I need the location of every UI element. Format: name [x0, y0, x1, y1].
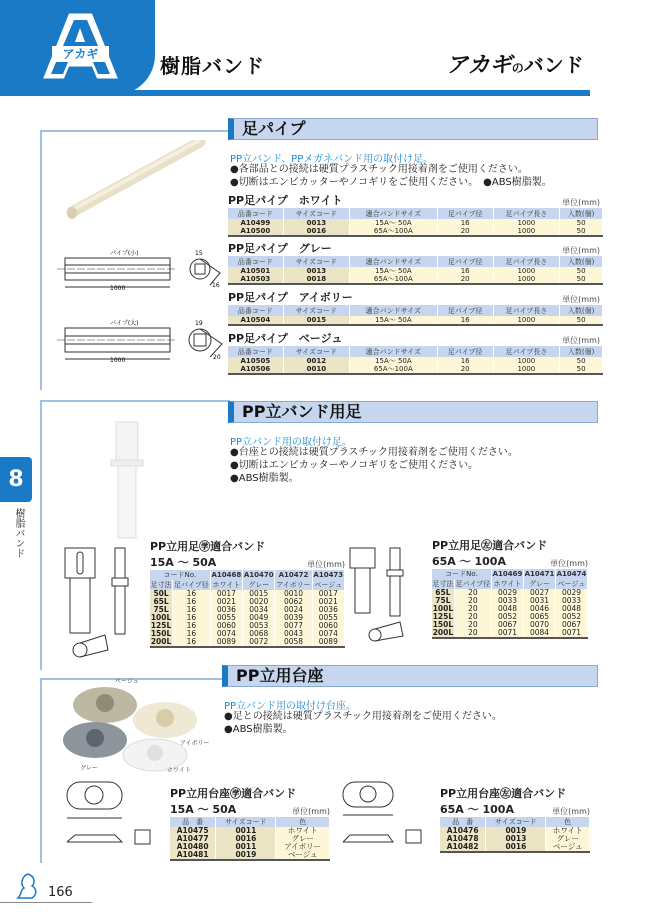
section2-bullet-2: ●切断はエンビカッターやノコギリをご使用ください。: [230, 460, 479, 471]
table-title: PP足パイプ ベージュ: [228, 332, 343, 345]
table-subtitle: 15A 〜 50A: [170, 803, 237, 816]
table-row: A10504 0015 15A〜 50A 16 1000 50: [228, 316, 603, 325]
table-row: 75L 20 0033 0031 0033: [432, 597, 588, 605]
chapter-label: 樹脂バンド: [13, 508, 24, 558]
svg-text:グレー: グレー: [80, 765, 99, 772]
brand-tail: バンド: [523, 53, 584, 77]
table-row: 100L 20 0048 0046 0048: [432, 605, 588, 613]
pipe-table-grey: [228, 240, 600, 285]
base-photo: [55, 675, 225, 775]
akagi-logo-icon: [38, 10, 123, 82]
svg-text:1000: 1000: [110, 357, 126, 364]
pipe-table-beige: [228, 330, 600, 375]
svg-text:アイボリー: アイボリー: [180, 740, 210, 747]
pipe-photo: [60, 140, 210, 230]
table-row: 125L 16 0060 0053 0077 0060: [150, 622, 345, 630]
data-table: 品番コード サイズコード 適合バンドサイズ 足パイプ径 足パイプ長さ 入数(個) A10504 0015 15A〜 50A 16 1000 50: [228, 305, 603, 326]
table-row: A10506 0010 65A〜100A 20 1000 50: [228, 365, 603, 374]
section2-lead: PP立バンド用の取付け足。: [230, 437, 353, 448]
table-subtitle: 65A 〜 100A: [440, 803, 514, 816]
table-title: PP立用台座㊧適合バンド: [440, 787, 567, 800]
data-table: 品 番 サイズコード 色 A10476 0019 ホワイト A10478 0013 グレー A10482 0016 ベージュ: [440, 817, 590, 853]
leg-photo: [108, 420, 148, 542]
section3-bullet-2: ●ABS樹脂製。: [224, 724, 293, 735]
page-number: 166: [48, 885, 73, 900]
unit-label: 単位(mm): [562, 336, 600, 345]
svg-text:20: 20: [213, 354, 221, 361]
table-row: A10500 0016 65A〜100A 20 1000 50: [228, 227, 603, 236]
unit-label: 単位(mm): [307, 560, 345, 569]
unit-label: 単位(mm): [552, 807, 590, 816]
section3-bullet-1: ●足との接続は硬質プラスチック用接着剤をご使用ください。: [224, 711, 502, 722]
data-table: コードNo. A10469 A10471 A10474 足寸法 足パイプ径 ホワイト グレー ベージュ 65L 20 0029 0027 0029 75L 20 0033 0031 0033 100L 20 0048 0046 0048 125L 20 0052 0065 0052 150L 20 0067 0070 0067 200L 20 0071 0084 0071: [432, 570, 587, 637]
section3-frame: [40, 678, 42, 863]
table-title: PP足パイプ アイボリー: [228, 291, 353, 304]
section2-top-rule: [40, 400, 230, 402]
section3-lead: PP立バンド用の取付け台座。: [224, 701, 357, 712]
section2-bullet-1: ●台座との接続は硬質プラスチック用接着剤をご使用ください。: [230, 447, 518, 458]
table-row: A10475 0011 ホワイト: [170, 827, 330, 835]
section1-bullet-1: ●各部品との接続は硬質プラスチック用接着剤をご使用ください。: [230, 164, 528, 175]
svg-text:アカギ: アカギ: [62, 47, 99, 61]
section1-bullet-2: ●切断はエンビカッターやノコギリをご使用ください。 ●ABS樹脂製。: [230, 177, 552, 188]
unit-label: 単位(mm): [562, 198, 600, 207]
table-row: A10501 0013 15A〜 50A 16 1000 50: [228, 267, 603, 275]
chapter-tab[interactable]: 8: [0, 457, 32, 502]
page-title: 樹脂バンド: [160, 54, 265, 78]
table-row: 150L 16 0074 0068 0043 0074: [150, 630, 345, 638]
base-small-drawing: [65, 780, 165, 860]
table-row: A10477 0016 グレー: [170, 835, 330, 843]
table-row: 200L 20 0071 0084 0071: [432, 629, 588, 638]
footer-rule: [0, 902, 92, 903]
svg-text:ベージュ: ベージュ: [115, 678, 139, 685]
data-table: 品番コード サイズコード 適合バンドサイズ 足パイプ径 足パイプ長さ 入数(個) A10501 0013 15A〜 50A 16 1000 50 A10503 0018 65A〜100A 20 1000 50: [228, 256, 603, 285]
table-title: PP足パイプ グレー: [228, 242, 332, 255]
table-row: 200L 16 0089 0072 0058 0089: [150, 638, 345, 647]
table-row: 100L 16 0055 0049 0039 0055: [150, 614, 345, 622]
base-large-drawing: [338, 780, 428, 855]
unit-label: 単位(mm): [292, 807, 330, 816]
svg-text:16: 16: [212, 282, 220, 289]
data-table: コードNo. A10468 A10470 A10472 A10473 足寸法 足パイプ径 ホワイト グレー アイボリー ベージュ 50L 16 0017 0015 0010 0017 65L 16 0021 0020 0062 0021 75L 16 0036 0034 0024 0036 100L 16 0055 0049 0039 0055 125L 16 0060 0053 0077 0060 150L 16 0074 0068 0043 0074 200L 16 0089 0072 0058 0089: [150, 571, 344, 646]
data-table: 品 番 サイズコード 色 A10475 0011 ホワイト A10477 0016 グレー A10480 0011 アイボリー A10481 0019 ベージュ: [170, 817, 330, 861]
section-heading-pp-tate-daiza: PP立用台座: [222, 665, 598, 687]
table-row: 65L 16 0021 0020 0062 0021: [150, 598, 345, 606]
brand-no: の: [511, 61, 524, 75]
table-row: 65L 20 0029 0027 0029: [432, 589, 588, 597]
table-row: 150L 20 0067 0070 0067: [432, 621, 588, 629]
leg-large-drawing: [345, 540, 415, 650]
pipe-drawing: [55, 245, 225, 375]
table-subtitle: 15A 〜 50A: [150, 556, 217, 569]
table-row: A10503 0018 65A〜100A 20 1000 50: [228, 275, 603, 284]
section-heading-ashi-pipe: 足パイプ: [228, 118, 598, 140]
table-title: PP立用足㊧適合バンド: [432, 539, 548, 552]
svg-text:15: 15: [195, 250, 203, 257]
leg-table-small: [150, 538, 345, 648]
svg-text:ホワイト: ホワイト: [167, 767, 191, 774]
pipe-table-ivory: [228, 289, 600, 326]
table-row: 50L 16 0017 0015 0010 0017: [150, 590, 345, 598]
table-row: 125L 20 0052 0065 0052: [432, 613, 588, 621]
table-row: 75L 16 0036 0034 0024 0036: [150, 606, 345, 614]
svg-text:パイプ(小): パイプ(小): [110, 250, 139, 257]
table-title: PP立用足㊫適合バンド: [150, 540, 266, 553]
svg-text:19: 19: [195, 320, 203, 327]
brand-title: [446, 48, 584, 79]
data-table: 品番コード サイズコード 適合バンドサイズ 足パイプ径 足パイプ長さ 入数(個) A10499 0013 15A〜 50A 16 1000 50 A10500 0016 65A〜100A 20 1000 50: [228, 208, 603, 237]
section2-frame: [40, 400, 42, 670]
header-rule: [0, 90, 590, 96]
table-row: A10480 0011 アイボリー: [170, 843, 330, 851]
svg-text:1000: 1000: [110, 285, 126, 292]
section1-top-rule: [40, 130, 230, 132]
table-title: PP立用台座㊫適合バンド: [170, 787, 297, 800]
unit-label: 単位(mm): [550, 559, 588, 568]
table-row: A10499 0013 15A〜 50A 16 1000 50: [228, 219, 603, 227]
leg-drawing: [60, 540, 145, 665]
base-table-small: [170, 785, 330, 861]
unit-label: 単位(mm): [562, 295, 600, 304]
table-row: A10478 0013 グレー: [440, 835, 590, 843]
kappa-mascot-icon: [14, 872, 42, 900]
base-table-large: [440, 785, 590, 853]
section-heading-pp-tate-band-ashi: PP立バンド用足: [228, 401, 598, 423]
table-title: PP足パイプ ホワイト: [228, 194, 343, 207]
section1-frame: [40, 130, 42, 390]
table-row: A10482 0016 ベージュ: [440, 843, 590, 852]
section2-bullet-3: ●ABS樹脂製。: [230, 473, 299, 484]
brand-name: アカギ: [446, 53, 512, 78]
leg-table-large: [432, 537, 588, 639]
table-row: A10481 0019 ベージュ: [170, 851, 330, 860]
table-subtitle: 65A 〜 100A: [432, 555, 506, 568]
section1-lead: PP立バンド、PPメガネバンド用の取付け足。: [230, 154, 434, 165]
unit-label: 単位(mm): [562, 246, 600, 255]
table-row: A10505 0012 15A〜 50A 16 1000 50: [228, 357, 603, 365]
table-row: A10476 0019 ホワイト: [440, 827, 590, 835]
svg-text:パイプ(大): パイプ(大): [110, 320, 139, 327]
pipe-table-white: [228, 192, 600, 237]
data-table: 品番コード サイズコード 適合バンドサイズ 足パイプ径 足パイプ長さ 入数(個) A10505 0012 15A〜 50A 16 1000 50 A10506 0010 65A〜100A 20 1000 50: [228, 346, 603, 375]
